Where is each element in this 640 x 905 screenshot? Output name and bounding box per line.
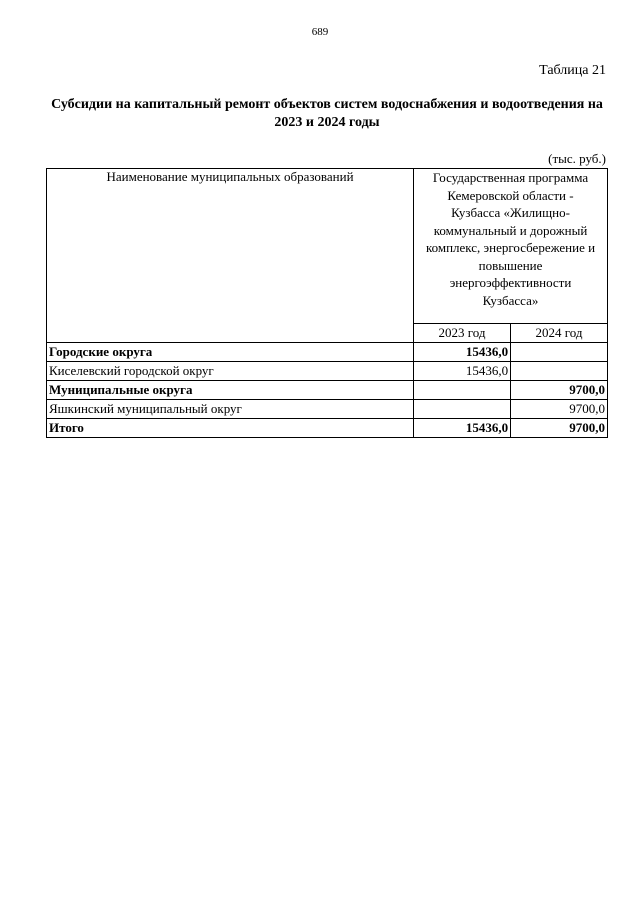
table-header-row [47,169,608,324]
table-row-total [47,419,608,438]
row-name: Муниципальные округа [47,381,414,400]
subsidies-table [46,168,608,438]
header-program-line: комплекс, энергосбережение и [425,240,596,255]
table-row [47,400,608,419]
row-value-2023: 15436,0 [414,419,511,438]
header-municipality-name: Наименование муниципальных образований [47,169,414,343]
row-value-2024: 9700,0 [511,400,608,419]
header-program-line: Кемеровской области - [447,187,574,203]
row-value-2024 [511,362,608,381]
header-program-line: повышение [478,257,543,273]
row-value-2024: 9700,0 [511,419,608,438]
header-program-line: Государственная программа [432,170,589,185]
title-line-2: 2023 и 2024 годы [274,115,380,130]
row-name: Городские округа [47,343,414,362]
row-value-2023: 15436,0 [414,343,511,362]
header-program-line: Кузбасса «Жилищно- [451,205,570,220]
row-name: Яшкинский муниципальный округ [47,400,414,419]
row-value-2023 [414,381,511,400]
row-value-2024: 9700,0 [511,381,608,400]
row-value-2023 [414,400,511,419]
header-program-line: энергоэффективности [449,275,572,290]
row-value-2024 [511,343,608,362]
table-row [47,343,608,362]
header-program-line: коммунальный и дорожный [433,222,588,238]
units-label: (тыс. руб.) [548,151,606,166]
header-year-2024: 2024 год [511,324,608,343]
table-label: Таблица 21 [539,63,606,78]
title-line-1: Субсидии на капитальный ремонт объектов систем водоснабжения и водоотведения на [51,97,603,112]
header-program-line: Кузбасса» [482,292,539,308]
row-name: Киселевский городской округ [47,362,414,381]
row-value-2023: 15436,0 [414,362,511,381]
row-name: Итого [47,419,414,438]
header-year-2023: 2023 год [414,324,511,343]
table-row [47,362,608,381]
document-title [40,96,614,132]
page-number: 689 [311,26,329,38]
header-program [414,169,608,324]
table-row [47,381,608,400]
